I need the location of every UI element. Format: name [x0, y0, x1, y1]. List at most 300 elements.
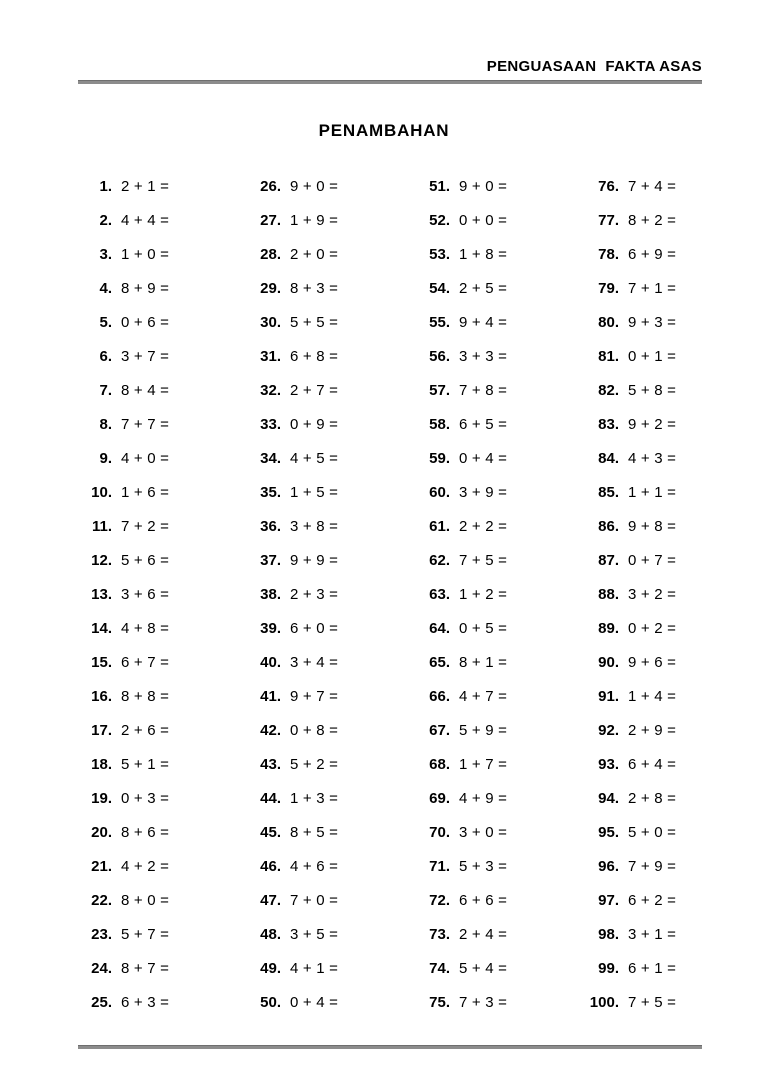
problem-number: 97. — [598, 892, 619, 909]
problem-expression: 1 + 9 = — [290, 212, 339, 229]
problem-item — [243, 510, 412, 544]
problem-expression: 4 + 1 = — [290, 960, 339, 977]
problem-number: 8. — [99, 416, 112, 433]
problem-expression: 8 + 1 = — [459, 654, 508, 671]
problem-number: 68. — [429, 756, 450, 773]
problem-item — [243, 952, 412, 986]
problem-item — [243, 680, 412, 714]
problem-item — [243, 170, 412, 204]
problem-number: 98. — [598, 926, 619, 943]
problem-number: 39. — [260, 620, 281, 637]
problem-number: 21. — [91, 858, 112, 875]
problem-item — [412, 918, 581, 952]
problem-item — [581, 816, 741, 850]
bottom-rule — [78, 1045, 702, 1049]
problem-expression: 1 + 5 = — [290, 484, 339, 501]
problem-item — [243, 646, 412, 680]
problem-item — [412, 646, 581, 680]
problem-number: 27. — [260, 212, 281, 229]
problem-item — [243, 442, 412, 476]
problem-expression: 4 + 2 = — [121, 858, 170, 875]
problem-item — [412, 952, 581, 986]
problem-expression: 0 + 2 = — [628, 620, 677, 637]
problem-expression: 3 + 1 = — [628, 926, 677, 943]
problem-number: 45. — [260, 824, 281, 841]
problem-expression: 6 + 8 = — [290, 348, 339, 365]
problem-number: 49. — [260, 960, 281, 977]
problem-number: 76. — [598, 178, 619, 195]
problem-expression: 6 + 4 = — [628, 756, 677, 773]
problem-number: 89. — [598, 620, 619, 637]
problem-item — [74, 238, 243, 272]
problem-item — [74, 646, 243, 680]
problem-item — [74, 714, 243, 748]
problem-number: 65. — [429, 654, 450, 671]
problem-expression: 0 + 9 = — [290, 416, 339, 433]
problem-number: 30. — [260, 314, 281, 331]
problem-item — [243, 612, 412, 646]
problem-item — [74, 918, 243, 952]
problem-item — [74, 680, 243, 714]
problem-number: 15. — [91, 654, 112, 671]
problem-expression: 7 + 3 = — [459, 994, 508, 1011]
problem-expression: 9 + 6 = — [628, 654, 677, 671]
problem-expression: 4 + 5 = — [290, 450, 339, 467]
problem-number: 66. — [429, 688, 450, 705]
problem-number: 59. — [429, 450, 450, 467]
problem-expression: 6 + 5 = — [459, 416, 508, 433]
problem-expression: 0 + 5 = — [459, 620, 508, 637]
problem-number: 82. — [598, 382, 619, 399]
problem-number: 56. — [429, 348, 450, 365]
problem-expression: 2 + 7 = — [290, 382, 339, 399]
problem-expression: 0 + 3 = — [121, 790, 170, 807]
problem-expression: 2 + 4 = — [459, 926, 508, 943]
problem-number: 93. — [598, 756, 619, 773]
problem-expression: 9 + 4 = — [459, 314, 508, 331]
problem-item — [243, 374, 412, 408]
problem-expression: 0 + 0 = — [459, 212, 508, 229]
problem-number: 35. — [260, 484, 281, 501]
problem-number: 92. — [598, 722, 619, 739]
problem-number: 13. — [91, 586, 112, 603]
problem-number: 11. — [91, 518, 112, 535]
problem-expression: 5 + 7 = — [121, 926, 170, 943]
problem-expression: 5 + 2 = — [290, 756, 339, 773]
problem-item — [412, 408, 581, 442]
problem-item — [581, 748, 741, 782]
problem-number: 31. — [260, 348, 281, 365]
problem-expression: 6 + 3 = — [121, 994, 170, 1011]
problem-expression: 3 + 9 = — [459, 484, 508, 501]
problem-item — [74, 476, 243, 510]
problem-expression: 5 + 4 = — [459, 960, 508, 977]
problem-number: 72. — [429, 892, 450, 909]
problem-expression: 8 + 7 = — [121, 960, 170, 977]
problem-item — [74, 884, 243, 918]
problem-item — [581, 408, 741, 442]
problem-item — [581, 850, 741, 884]
problem-number: 43. — [260, 756, 281, 773]
problem-expression: 9 + 2 = — [628, 416, 677, 433]
problem-number: 50. — [260, 994, 281, 1011]
problem-number: 42. — [260, 722, 281, 739]
problem-item — [412, 442, 581, 476]
problem-number: 36. — [260, 518, 281, 535]
problem-number: 41. — [260, 688, 281, 705]
problem-expression: 2 + 9 = — [628, 722, 677, 739]
problem-expression: 9 + 9 = — [290, 552, 339, 569]
problem-expression: 8 + 3 = — [290, 280, 339, 297]
problem-item — [74, 204, 243, 238]
problem-expression: 8 + 9 = — [121, 280, 170, 297]
problem-item — [74, 510, 243, 544]
problem-expression: 6 + 2 = — [628, 892, 677, 909]
problem-expression: 9 + 0 = — [290, 178, 339, 195]
problem-expression: 3 + 6 = — [121, 586, 170, 603]
problem-number: 90. — [598, 654, 619, 671]
problem-item — [412, 884, 581, 918]
problem-item — [74, 986, 243, 1020]
problem-expression: 7 + 4 = — [628, 178, 677, 195]
problem-number: 17. — [91, 722, 112, 739]
problem-expression: 0 + 4 = — [290, 994, 339, 1011]
problem-number: 61. — [429, 518, 450, 535]
problem-item — [74, 544, 243, 578]
problem-number: 64. — [429, 620, 450, 637]
problem-number: 33. — [260, 416, 281, 433]
problem-column — [243, 170, 412, 1020]
problem-expression: 2 + 5 = — [459, 280, 508, 297]
problem-number: 29. — [260, 280, 281, 297]
problem-expression: 1 + 1 = — [628, 484, 677, 501]
problem-item — [243, 238, 412, 272]
problem-expression: 3 + 5 = — [290, 926, 339, 943]
problem-number: 26. — [260, 178, 281, 195]
problem-number: 85. — [598, 484, 619, 501]
problem-number: 95. — [598, 824, 619, 841]
problem-number: 6. — [99, 348, 112, 365]
problem-expression: 7 + 9 = — [628, 858, 677, 875]
problem-item — [581, 544, 741, 578]
problem-number: 3. — [99, 246, 112, 263]
problem-item — [243, 782, 412, 816]
problem-item — [581, 714, 741, 748]
problem-expression: 3 + 0 = — [459, 824, 508, 841]
problem-item — [74, 782, 243, 816]
problem-expression: 4 + 9 = — [459, 790, 508, 807]
problem-expression: 0 + 4 = — [459, 450, 508, 467]
problem-expression: 4 + 4 = — [121, 212, 170, 229]
problem-number: 22. — [91, 892, 112, 909]
problem-column — [74, 170, 243, 1020]
problem-item — [243, 204, 412, 238]
problem-item — [581, 612, 741, 646]
problem-expression: 4 + 7 = — [459, 688, 508, 705]
problem-item — [412, 680, 581, 714]
problem-number: 46. — [260, 858, 281, 875]
problem-item — [243, 850, 412, 884]
problem-expression: 5 + 6 = — [121, 552, 170, 569]
problem-expression: 2 + 3 = — [290, 586, 339, 603]
problem-item — [581, 918, 741, 952]
problem-item — [581, 952, 741, 986]
problems-grid — [74, 170, 741, 1020]
problem-number: 70. — [429, 824, 450, 841]
problem-expression: 1 + 7 = — [459, 756, 508, 773]
problem-number: 37. — [260, 552, 281, 569]
problem-item — [412, 510, 581, 544]
problem-item — [243, 544, 412, 578]
problem-expression: 5 + 0 = — [628, 824, 677, 841]
problem-number: 57. — [429, 382, 450, 399]
problem-number: 73. — [429, 926, 450, 943]
problem-item — [581, 340, 741, 374]
problem-expression: 9 + 8 = — [628, 518, 677, 535]
problem-expression: 6 + 0 = — [290, 620, 339, 637]
problem-item — [581, 374, 741, 408]
problem-item — [243, 272, 412, 306]
problem-number: 96. — [598, 858, 619, 875]
problem-item — [74, 952, 243, 986]
problem-item — [412, 850, 581, 884]
problem-expression: 9 + 3 = — [628, 314, 677, 331]
problem-number: 79. — [598, 280, 619, 297]
problem-number: 91. — [598, 688, 619, 705]
problem-item — [243, 748, 412, 782]
problem-number: 55. — [429, 314, 450, 331]
problem-number: 19. — [91, 790, 112, 807]
problem-number: 5. — [99, 314, 112, 331]
problem-expression: 3 + 7 = — [121, 348, 170, 365]
problem-number: 12. — [91, 552, 112, 569]
problem-number: 18. — [91, 756, 112, 773]
problem-number: 48. — [260, 926, 281, 943]
problem-expression: 3 + 3 = — [459, 348, 508, 365]
problem-expression: 6 + 7 = — [121, 654, 170, 671]
problem-number: 62. — [429, 552, 450, 569]
problem-item — [74, 850, 243, 884]
problem-number: 53. — [429, 246, 450, 263]
problem-item — [74, 408, 243, 442]
problem-item — [74, 578, 243, 612]
problem-number: 23. — [91, 926, 112, 943]
problem-expression: 5 + 9 = — [459, 722, 508, 739]
problem-expression: 1 + 2 = — [459, 586, 508, 603]
problem-expression: 1 + 4 = — [628, 688, 677, 705]
problem-number: 87. — [598, 552, 619, 569]
problem-number: 74. — [429, 960, 450, 977]
problem-expression: 1 + 3 = — [290, 790, 339, 807]
problem-expression: 8 + 2 = — [628, 212, 677, 229]
problem-expression: 4 + 8 = — [121, 620, 170, 637]
problem-expression: 5 + 3 = — [459, 858, 508, 875]
problem-expression: 6 + 6 = — [459, 892, 508, 909]
problem-expression: 4 + 0 = — [121, 450, 170, 467]
problem-number: 51. — [429, 178, 450, 195]
problem-item — [581, 272, 741, 306]
problem-item — [74, 748, 243, 782]
problem-number: 1. — [99, 178, 112, 195]
problem-number: 71. — [429, 858, 450, 875]
problem-expression: 7 + 1 = — [628, 280, 677, 297]
problem-number: 7. — [99, 382, 112, 399]
problem-item — [74, 374, 243, 408]
problem-expression: 3 + 8 = — [290, 518, 339, 535]
problem-expression: 7 + 5 = — [628, 994, 677, 1011]
problem-number: 14. — [91, 620, 112, 637]
problem-column — [581, 170, 741, 1020]
page-header: PENGUASAAN FAKTA ASAS — [486, 58, 702, 75]
problem-number: 99. — [598, 960, 619, 977]
problem-item — [74, 340, 243, 374]
problem-number: 44. — [260, 790, 281, 807]
page-title: PENAMBAHAN — [318, 121, 450, 140]
problem-number: 38. — [260, 586, 281, 603]
problem-item — [581, 170, 741, 204]
problem-expression: 2 + 6 = — [121, 722, 170, 739]
problem-number: 4. — [99, 280, 112, 297]
problem-item — [243, 816, 412, 850]
problem-item — [243, 476, 412, 510]
problem-expression: 5 + 1 = — [121, 756, 170, 773]
problem-expression: 2 + 8 = — [628, 790, 677, 807]
problem-item — [412, 340, 581, 374]
problem-item — [412, 714, 581, 748]
problem-number: 28. — [260, 246, 281, 263]
problem-expression: 8 + 0 = — [121, 892, 170, 909]
problem-number: 10. — [91, 484, 112, 501]
problem-number: 54. — [429, 280, 450, 297]
problem-expression: 3 + 2 = — [628, 586, 677, 603]
problem-expression: 9 + 7 = — [290, 688, 339, 705]
problem-number: 94. — [598, 790, 619, 807]
problem-item — [243, 714, 412, 748]
problem-expression: 7 + 0 = — [290, 892, 339, 909]
problem-item — [412, 204, 581, 238]
problem-item — [412, 544, 581, 578]
problem-number: 34. — [260, 450, 281, 467]
problem-item — [412, 782, 581, 816]
problem-expression: 8 + 8 = — [121, 688, 170, 705]
problem-number: 75. — [429, 994, 450, 1011]
problem-column — [412, 170, 581, 1020]
problem-item — [74, 612, 243, 646]
problem-number: 60. — [429, 484, 450, 501]
problem-expression: 6 + 1 = — [628, 960, 677, 977]
problem-item — [581, 204, 741, 238]
problem-item — [412, 306, 581, 340]
problem-expression: 2 + 0 = — [290, 246, 339, 263]
problem-expression: 1 + 6 = — [121, 484, 170, 501]
problem-number: 67. — [429, 722, 450, 739]
problem-item — [412, 476, 581, 510]
problem-item — [243, 884, 412, 918]
problem-expression: 5 + 8 = — [628, 382, 677, 399]
problem-item — [243, 340, 412, 374]
problem-expression: 0 + 8 = — [290, 722, 339, 739]
problem-expression: 8 + 4 = — [121, 382, 170, 399]
problem-item — [412, 748, 581, 782]
problem-item — [74, 816, 243, 850]
problem-item — [581, 442, 741, 476]
top-rule — [78, 80, 702, 84]
problem-item — [581, 238, 741, 272]
problem-item — [243, 578, 412, 612]
problem-item — [412, 986, 581, 1020]
problem-number: 20. — [91, 824, 112, 841]
problem-number: 69. — [429, 790, 450, 807]
problem-expression: 5 + 5 = — [290, 314, 339, 331]
problem-number: 2. — [99, 212, 112, 229]
problem-expression: 7 + 8 = — [459, 382, 508, 399]
problem-item — [74, 170, 243, 204]
problem-item — [243, 408, 412, 442]
problem-expression: 0 + 6 = — [121, 314, 170, 331]
problem-item — [243, 986, 412, 1020]
problem-number: 78. — [598, 246, 619, 263]
problem-expression: 0 + 1 = — [628, 348, 677, 365]
problem-expression: 1 + 8 = — [459, 246, 508, 263]
problem-expression: 8 + 6 = — [121, 824, 170, 841]
problem-number: 16. — [91, 688, 112, 705]
problem-item — [581, 986, 741, 1020]
problem-number: 9. — [99, 450, 112, 467]
problem-item — [581, 578, 741, 612]
problem-item — [581, 306, 741, 340]
problem-expression: 0 + 7 = — [628, 552, 677, 569]
problem-item — [581, 782, 741, 816]
problem-item — [412, 374, 581, 408]
problem-expression: 7 + 2 = — [121, 518, 170, 535]
problem-expression: 4 + 3 = — [628, 450, 677, 467]
problem-number: 88. — [598, 586, 619, 603]
problem-item — [412, 272, 581, 306]
problem-number: 63. — [429, 586, 450, 603]
problem-number: 47. — [260, 892, 281, 909]
problem-expression: 9 + 0 = — [459, 178, 508, 195]
problem-expression: 2 + 2 = — [459, 518, 508, 535]
problem-item — [581, 510, 741, 544]
problem-number: 100. — [589, 994, 619, 1011]
problem-number: 86. — [598, 518, 619, 535]
problem-item — [581, 476, 741, 510]
problem-item — [412, 170, 581, 204]
problem-item — [243, 306, 412, 340]
problem-item — [412, 578, 581, 612]
problem-number: 84. — [598, 450, 619, 467]
problem-number: 83. — [598, 416, 619, 433]
problem-number: 24. — [91, 960, 112, 977]
problem-expression: 3 + 4 = — [290, 654, 339, 671]
problem-number: 80. — [598, 314, 619, 331]
problem-item — [74, 306, 243, 340]
problem-expression: 7 + 7 = — [121, 416, 170, 433]
problem-number: 81. — [598, 348, 619, 365]
problem-expression: 7 + 5 = — [459, 552, 508, 569]
problem-item — [74, 272, 243, 306]
problem-item — [412, 612, 581, 646]
problem-item — [74, 442, 243, 476]
problem-number: 25. — [91, 994, 112, 1011]
problem-item — [581, 884, 741, 918]
problem-item — [581, 646, 741, 680]
problem-item — [412, 238, 581, 272]
problem-expression: 1 + 0 = — [121, 246, 170, 263]
problem-number: 58. — [429, 416, 450, 433]
problem-expression: 6 + 9 = — [628, 246, 677, 263]
problem-expression: 4 + 6 = — [290, 858, 339, 875]
